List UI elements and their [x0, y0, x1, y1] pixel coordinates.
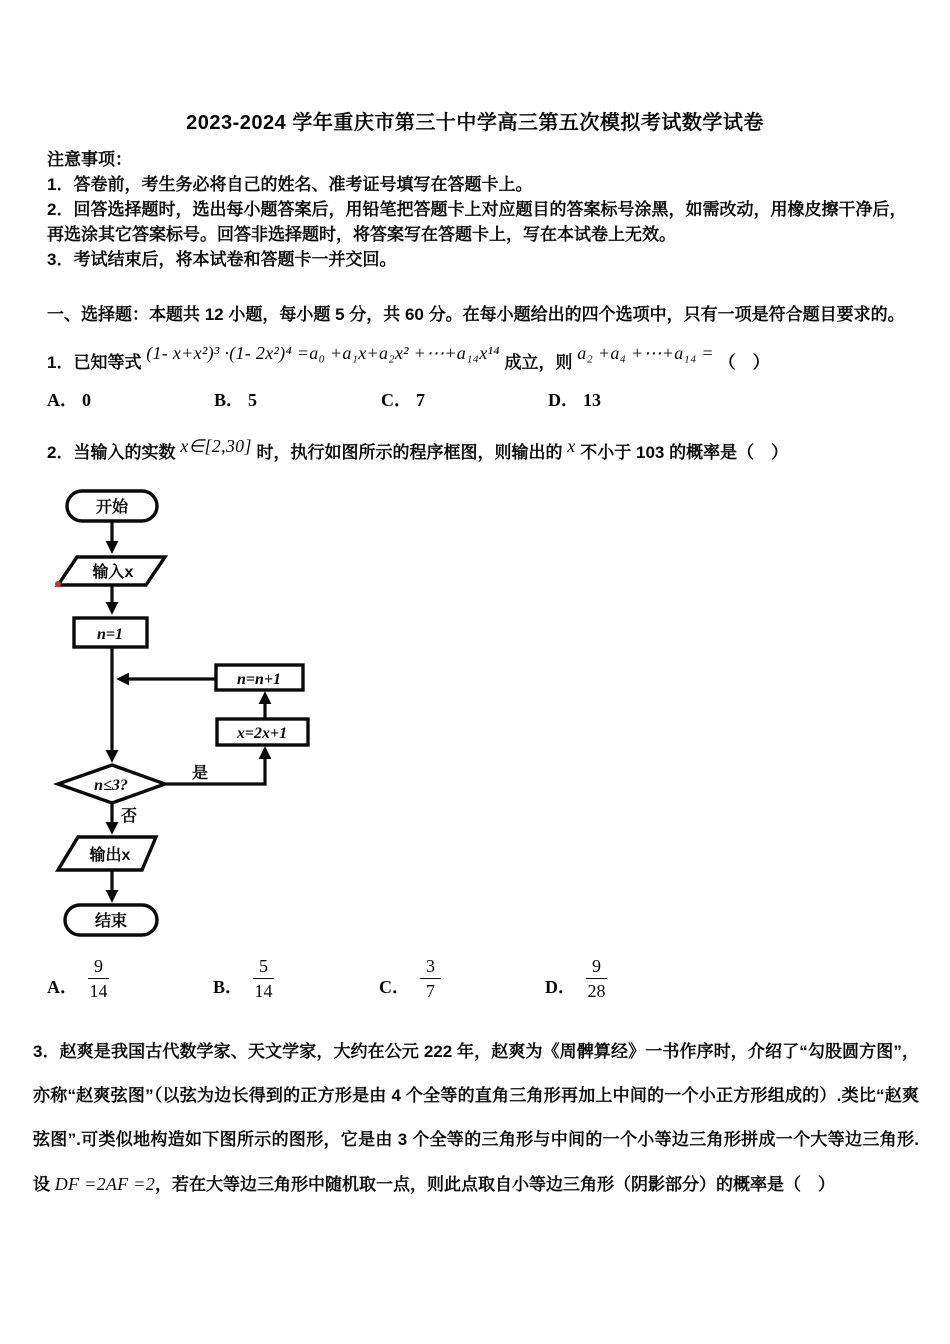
notice-item-1: 1．答卷前，考生务必将自己的姓名、准考证号填写在答题卡上。 [47, 175, 533, 194]
yes-branch-label: 是 [191, 765, 209, 782]
option-label: D． [545, 977, 576, 997]
section-1-heading: 一、选择题：本题共 12 小题，每小题 5 分，共 60 分。在每小题给出的四个选项中，只有一项是符合题目要求的。 [47, 305, 905, 324]
input-label: 输入x [92, 564, 134, 581]
question-1-option-c [381, 386, 548, 412]
option-label: C． [381, 390, 412, 410]
fraction-value [586, 955, 607, 1002]
question-2 [47, 438, 937, 463]
question-1-option-a [47, 386, 214, 412]
notice-section [47, 147, 917, 272]
question-1-option-b [214, 386, 381, 412]
fraction-denominator: 14 [89, 981, 108, 1001]
end-label: 结束 [94, 913, 128, 930]
option-value: 5 [248, 390, 258, 410]
question-2-option-a [47, 955, 213, 1002]
question-1-answer-paren: （ ） [718, 353, 770, 372]
option-label: B． [213, 977, 244, 997]
question-2-post: 不小于 103 的概率是（ ） [580, 443, 789, 462]
question-1-pre: 1．已知等式 [47, 353, 142, 372]
option-label: A． [47, 390, 78, 410]
option-label: C． [379, 977, 410, 997]
fraction-value [420, 955, 441, 1002]
question-3-pre: 3．赵爽是我国古代数学家、天文学家，大约在公元 222 年，赵爽为《周髀算经》一书作序时，介绍了“勾股圆方图”，亦称“赵爽弦图”（以弦为边长得到的正方形是由 4 个全等的直角三角形再加上中间的一个小正方形组成的）.类比“赵爽弦图”.可类似地构造如下图所示的图形，它是由 3 个全等的三角形与中间的一个小等边三角形拼成一个大等边三角形.设 [33, 1042, 919, 1194]
notice-heading: 注意事项： [47, 150, 132, 169]
notice-item-3: 3．考试结束后，将本试卷和答题卡一并交回。 [47, 250, 397, 269]
init-label: n=1 [96, 626, 124, 643]
question-1-option-d [548, 386, 715, 412]
question-1-mid: 成立，则 [504, 353, 573, 372]
fraction-denominator: 28 [587, 981, 606, 1001]
question-1-formula-2: a₂ +a₄ +⋯+a₁₄ = [577, 343, 714, 363]
notice-item-2: 2．回答选择题时，选出每小题答案后，用铅笔把答题卡上对应题目的答案标号涂黑，如需改动，用橡皮擦干净后，再选涂其它答案标号。回答非选择题时，将答案写在答题卡上，写在本试卷上无效。 [47, 200, 907, 244]
question-1-options [47, 386, 715, 412]
question-1-formula: (1- x+x²)³ ·(1- 2x²)⁴ =a₀ +a₁x+a₂x² +⋯+a₁₄x¹⁴ [146, 343, 500, 363]
question-2-variable: x [567, 436, 576, 456]
fraction-numerator: 3 [420, 955, 441, 979]
no-branch-label: 否 [120, 808, 138, 825]
question-3 [33, 1030, 919, 1207]
question-2-options [47, 955, 711, 1002]
option-label: A． [47, 977, 78, 997]
question-2-pre: 2．当输入的实数 [47, 443, 176, 462]
option-label: D． [548, 390, 579, 410]
edge-cond-yes-to-update [165, 750, 265, 784]
question-3-post: ，若在大等边三角形中随机取一点，则此点取自小等边三角形（阴影部分）的概率是（ ） [155, 1175, 836, 1194]
output-label: 输出x [89, 847, 131, 864]
fraction-numerator: 5 [253, 955, 274, 979]
option-value: 0 [82, 390, 91, 410]
option-value: 7 [416, 390, 425, 410]
option-label: B． [214, 390, 245, 410]
fraction-value [88, 955, 109, 1002]
condition-label: n≤3? [94, 777, 128, 794]
fraction-value [253, 955, 274, 1002]
fraction-denominator: 14 [254, 981, 273, 1001]
red-dot-mark [55, 581, 61, 587]
question-2-mid: 时，执行如图所示的程序框图，则输出的 [256, 443, 563, 462]
question-2-option-c [379, 955, 545, 1002]
question-2-option-b [213, 955, 379, 1002]
fraction-denominator: 7 [426, 981, 435, 1001]
question-3-formula: DF =2AF =2 [54, 1174, 156, 1194]
option-value: 13 [583, 390, 601, 410]
question-1 [47, 343, 937, 373]
update-label: x=2x+1 [236, 725, 288, 742]
question-2-option-d [545, 955, 711, 1002]
increment-label: n=n+1 [236, 671, 282, 688]
start-label: 开始 [95, 499, 129, 516]
program-flowchart [40, 482, 330, 952]
page-title: 2023-2024 学年重庆市第三十中学高三第五次模拟考试数学试卷 [186, 112, 764, 134]
fraction-numerator: 9 [88, 955, 109, 979]
question-2-domain-formula: x∈[2,30] [180, 436, 252, 456]
fraction-numerator: 9 [586, 955, 607, 979]
